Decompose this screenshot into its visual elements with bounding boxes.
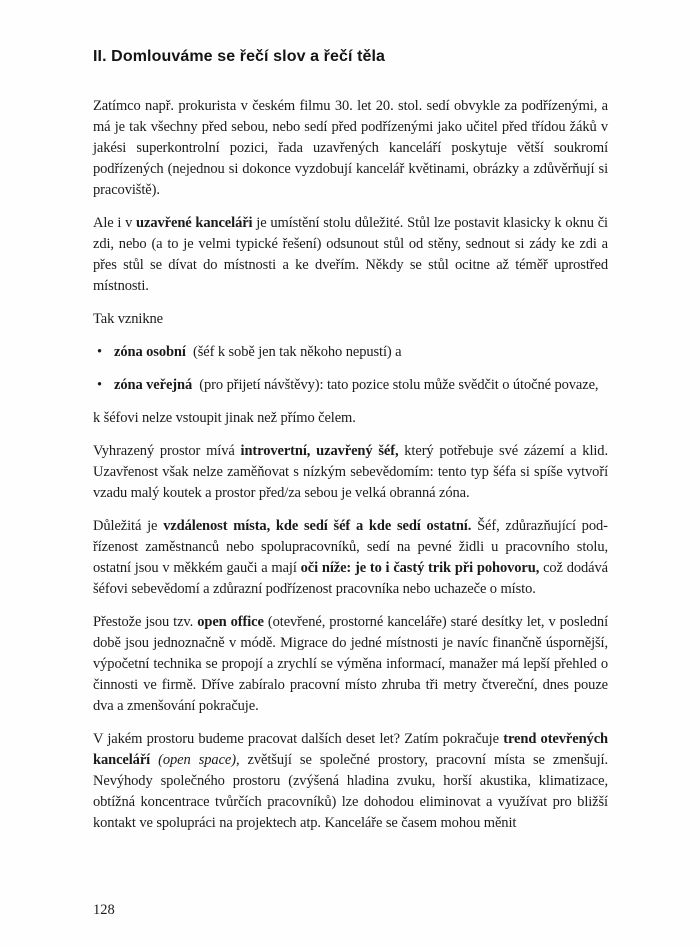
text-run: Zatímco např. prokurista v českém filmu 30. let 20. stol. sedí obvykle za podřízenými, a má je tak všechny před sebou, nebo sedí před podřízenými jako učitel před třídou žáků v jakési superkontrolní pozici, řada uzavřených kanceláří poskytuje větší soukromí podřízených (nejednou si dokonce vyzdobují kancelář květinami, obrázky a zdůvěrňují si pracoviště). (93, 98, 608, 198)
list-item (93, 342, 608, 363)
text-run: (otevřené, prostorné kanceláře) staré desítky let, v poslední době jsou jednoznačně v módě. Migrace do jedné místnosti je navíc finančně úspornější, výpočetní technika se propojí a zrychlí se výměna informací, manažer má lepší přehled o činnosti ve firmě. Dříve zabíralo pracovní místo zhruba tři metry čtvereční, dnes pouze dva a zmenšování pokračuje. (93, 614, 608, 714)
paragraph (93, 213, 608, 297)
text-run: Šéf, zdůrazňující podřízenost zaměstnanců nebo spolupracovníků, sedí na pevné židli u pracovního stolu, ostatní jsou v měkkém gauči a mají (93, 518, 608, 576)
list-item (93, 375, 608, 396)
text-run: což dodává šéfovi sebevědomí a zdůrazní podřízenost pracovníka nebo uchazeče o místo. (93, 560, 608, 597)
bullet-icon: • (97, 377, 102, 393)
text-run-bold: oči níže: je to i častý trik při pohovoru, (300, 560, 540, 576)
paragraph (93, 516, 608, 600)
bullet-icon: • (97, 344, 102, 360)
bullet-list (93, 342, 608, 396)
body-text (93, 96, 608, 834)
paragraph (93, 408, 608, 429)
text-run-bold: zóna osobní (114, 344, 186, 360)
list-item-text (114, 375, 608, 396)
paragraph (93, 729, 608, 834)
text-run-bold: trend otevřených kanceláří (93, 731, 608, 768)
paragraph (93, 309, 608, 330)
text-run: k šéfovi nelze vstoupit jinak než přímo čelem. (93, 410, 356, 426)
paragraph (93, 612, 608, 717)
text-run: je umístění stolu důležité. Stůl lze postavit klasicky k oknu či zdi, nebo (a to je velmi typické řešení) odsunout stůl od stěny, sednout si zády ke zdi a přes stůl se dívat do místnosti a ke dveřím. Někdy se stůl ocitne až téměř uprostřed místnosti. (93, 215, 608, 294)
text-run: (šéf k sobě jen tak někoho nepustí) a (185, 344, 402, 360)
running-head: II. Domlouváme se řečí slov a řečí těla (93, 48, 386, 65)
text-run-italic: (open space), (158, 752, 240, 768)
paragraph (93, 96, 608, 201)
text-run: (pro přijetí návštěvy): tato pozice stolu může svědčit o útočné povaze, (192, 377, 599, 393)
text-run: Vyhrazený prostor mívá (93, 443, 241, 459)
text-run-bold: open office (197, 614, 264, 630)
text-run-bold: zóna veřejná (114, 377, 193, 393)
page-number: 128 (93, 902, 115, 918)
text-run: Důležitá je (93, 518, 164, 534)
text-run: Tak vznikne (93, 311, 163, 327)
text-run-bold: introvertní, uzavřený šéf, (240, 443, 399, 459)
text-run: který potřebuje své zázemí a klid. Uzavřenost však nelze zaměňovat s nízkým sebevědomím: tento typ šéfa si spíše vytvoří vzadu malý koutek a prostor před/za sebou je velká obranná zóna. (93, 443, 608, 501)
text-run-bold: uzavřené kanceláři (136, 215, 253, 231)
text-run: V jakém prostoru budeme pracovat dalších deset let? Zatím pokračuje (93, 731, 504, 747)
list-item-text (114, 342, 608, 363)
text-run: Ale i v (93, 215, 137, 231)
text-run: zvětšují se společné prostory, pracovní místa se zmenšují. Nevýhody společného prostoru (zvýšená hladina zvuku, horší akustika, klimatizace, obtížná koncentrace tvůrčích pracovníků) lze dohodou eliminovat a využívat pro bližší kontakt ve spolupráci na projektech atp. Kanceláře se časem mohou měnit (93, 752, 608, 831)
paragraph (93, 441, 608, 504)
text-run: Přestože jsou tzv. (93, 614, 198, 630)
text-run-bold: vzdálenost místa, kde sedí šéf a kde sedí ostatní. (163, 518, 472, 534)
